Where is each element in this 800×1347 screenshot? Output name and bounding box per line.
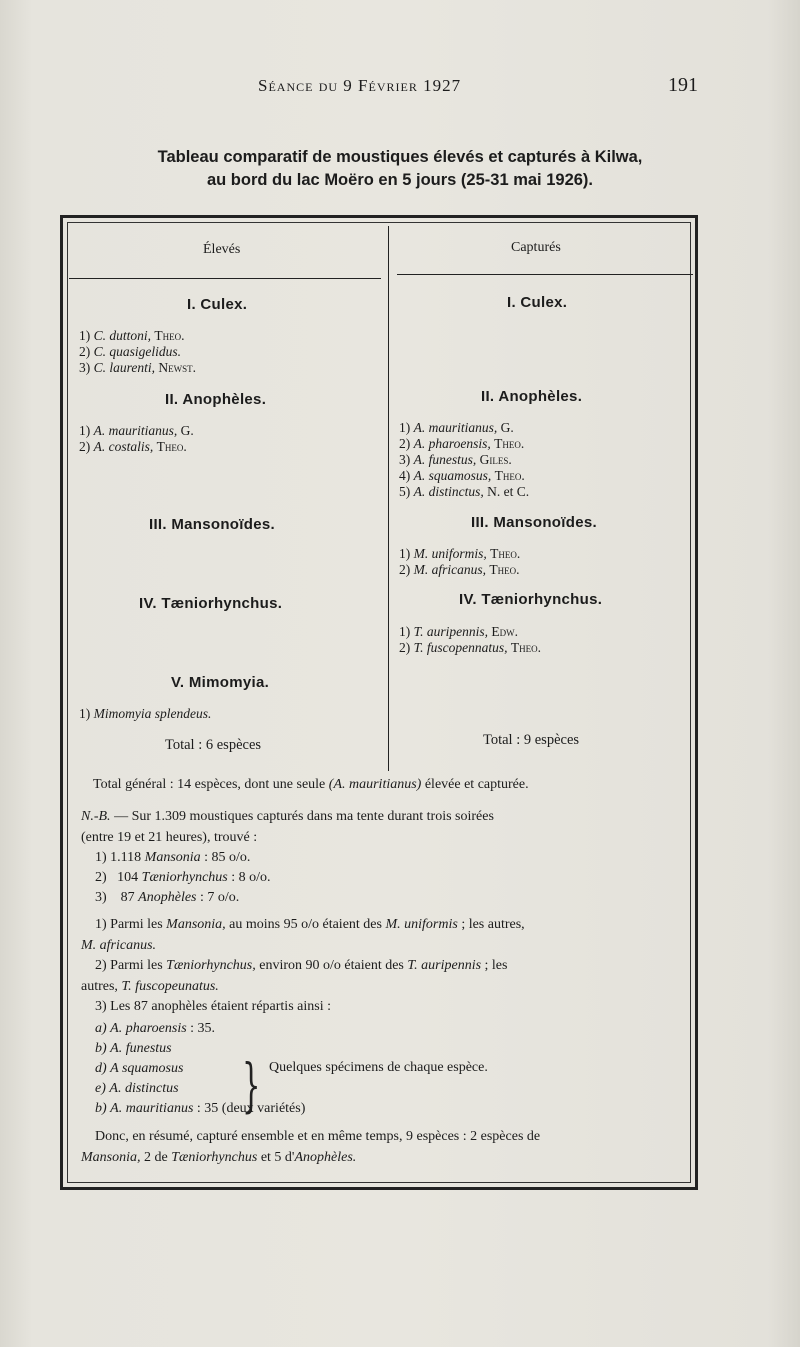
count-row: 1) 1.118 Mansonia : 85 o/o. [95, 850, 251, 865]
column-header-rule-right [397, 274, 693, 275]
right-list-item: 1) M. uniformis, Theo. [399, 546, 521, 561]
running-title: Séance du 9 Février 1927 [258, 76, 462, 95]
table-title [60, 146, 740, 192]
split-row: d) A squamosus [95, 1061, 184, 1076]
right-list-item: 5) A. distinctus, N. et C. [399, 484, 530, 499]
paragraph-3: 3) Les 87 anophèles étaient répartis ainsi : [95, 999, 331, 1014]
split-row: b) A. mauritianus : 35 (deux variétés) [95, 1101, 306, 1116]
right-total: Total : 9 espèces [483, 732, 580, 748]
right-section-title: II. Anophèles. [481, 388, 583, 405]
paragraph-1: 1) Parmi les Mansonia, au moins 95 o/o étaient des M. uniformis ; les autres, [95, 917, 525, 932]
column-header-captures: Capturés [511, 240, 561, 255]
brace-icon: } [242, 1051, 261, 1119]
split-row: e) A. distinctus [95, 1081, 179, 1096]
right-section-title: IV. Tæniorhynchus. [459, 591, 603, 608]
right-list-item: 1) A. mauritianus, G. [399, 420, 514, 435]
left-list-item: 1) C. duttoni, Theo. [79, 328, 185, 343]
left-total: Total : 6 espèces [165, 737, 262, 753]
summary-line-2: Mansonia, 2 de Tæniorhynchus et 5 d'Anophèles. [81, 1150, 357, 1165]
left-section-title: I. Culex. [187, 296, 248, 313]
count-row: 3) 87 Anophèles : 7 o/o. [95, 890, 240, 905]
nb-line-1: N.-B. — Sur 1.309 moustiques capturés dans ma tente durant trois soirées [81, 809, 494, 824]
summary-line-1: Donc, en résumé, capturé ensemble et en même temps, 9 espèces : 2 espèces de [95, 1129, 541, 1144]
table-title-line-1: Tableau comparatif de moustiques élevés et capturés à Kilwa, [157, 148, 643, 166]
table-title-line-2: au bord du lac Moëro en 5 jours (25-31 mai 1926). [206, 171, 594, 189]
right-section-title: III. Mansonoïdes. [471, 514, 597, 531]
total-general: Total général : 14 espèces, dont une seule (A. mauritianus) élevée et capturée. [93, 777, 529, 792]
right-list-item: 2) A. pharoensis, Theo. [399, 436, 525, 451]
brace-text: Quelques spécimens de chaque espèce. [269, 1060, 488, 1075]
paragraph-2-cont: autres, T. fuscopeunatus. [81, 979, 219, 994]
right-section-title: I. Culex. [507, 294, 568, 311]
right-list-item: 4) A. squamosus, Theo. [399, 468, 525, 483]
paragraph-1-cont: M. africanus. [81, 938, 157, 953]
split-row: b) A. funestus [95, 1041, 172, 1056]
count-row: 2) 104 Tæniorhynchus : 8 o/o. [95, 870, 271, 885]
paragraph-2: 2) Parmi les Tæniorhynchus, environ 90 o/o étaient des T. auripennis ; les [95, 958, 508, 973]
left-list-item: 1) Mimomyia splendeus. [79, 706, 212, 721]
running-head [0, 76, 800, 106]
page-number: 191 [668, 74, 698, 96]
left-list-item: 3) C. laurenti, Newst. [79, 360, 197, 375]
column-header-rule-left [69, 278, 381, 279]
left-section-title: III. Mansonoïdes. [149, 516, 275, 533]
column-header-eleves: Élevés [203, 242, 241, 257]
table-frame [60, 215, 698, 1190]
left-list-item: 2) A. costalis, Theo. [79, 439, 187, 454]
right-list-item: 2) M. africanus, Theo. [399, 562, 520, 577]
nb-line-2: (entre 19 et 21 heures), trouvé : [81, 830, 258, 845]
left-list-item: 1) A. mauritianus, G. [79, 423, 194, 438]
right-list-item: 2) T. fuscopennatus, Theo. [399, 640, 541, 655]
left-section-title: IV. Tæniorhynchus. [139, 595, 283, 612]
right-list-item: 1) T. auripennis, Edw. [399, 624, 519, 639]
column-divider [388, 226, 389, 771]
split-row: a) A. pharoensis : 35. [95, 1021, 216, 1036]
left-section-title: V. Mimomyia. [171, 674, 270, 691]
left-list-item: 2) C. quasigelidus. [79, 344, 182, 359]
left-section-title: II. Anophèles. [165, 391, 267, 408]
right-list-item: 3) A. funestus, Giles. [399, 452, 512, 467]
